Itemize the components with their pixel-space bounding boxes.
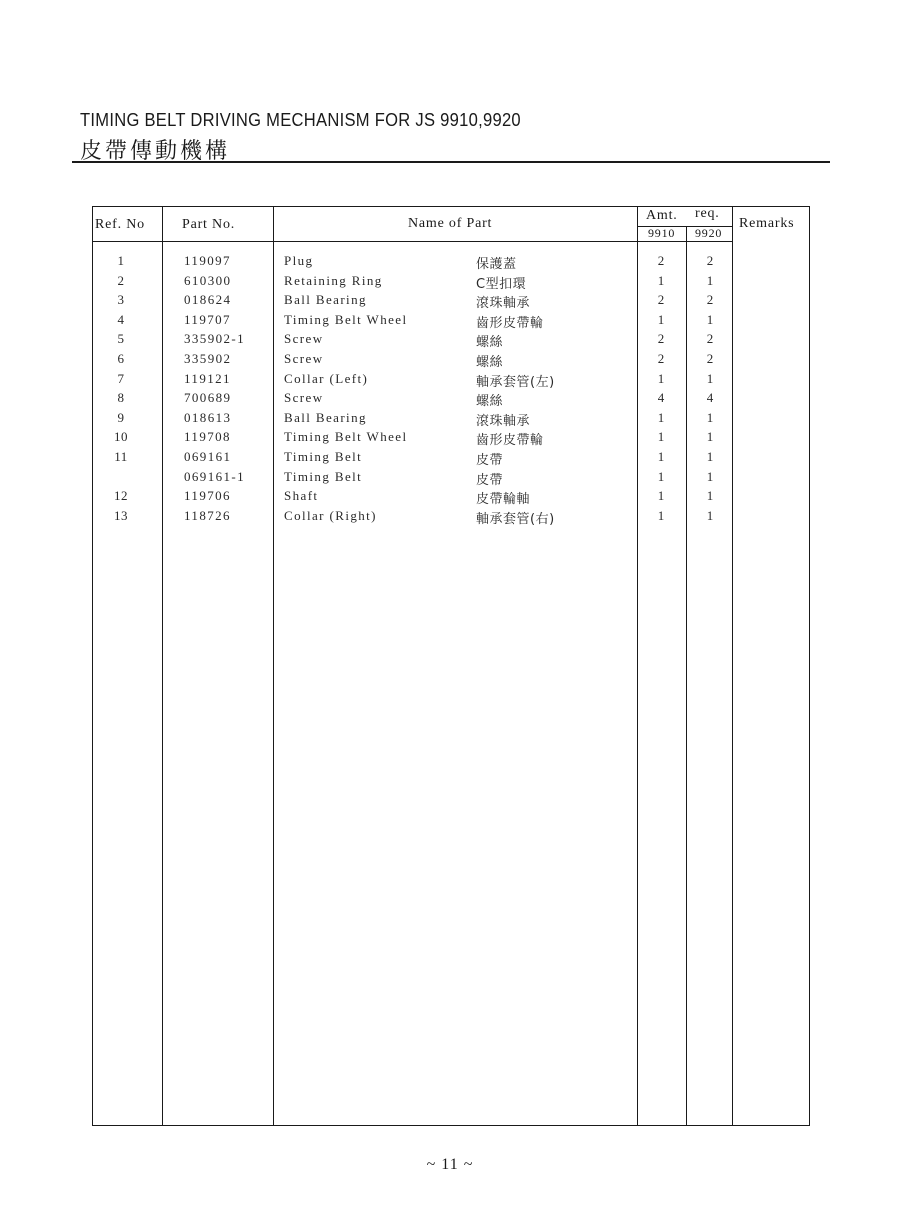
qty-9920-cell: 1 (706, 449, 714, 464)
col-divider-part (273, 206, 274, 1126)
part-name-chinese-cell: 齒形皮帶輪 (476, 433, 544, 449)
header-name-of-part: Name of Part (408, 216, 493, 231)
part-name-cell: Timing Belt Wheel (284, 311, 408, 327)
ref-no-cell: 3 (117, 292, 125, 308)
qty-9910-cell: 1 (657, 272, 665, 288)
header-remarks: Remarks (739, 216, 795, 231)
ref-no-cell: 8 (117, 390, 125, 406)
header-model-9910: 9910 (648, 226, 676, 240)
part-no-cell: 119708 (184, 429, 231, 445)
qty-9910-cell: 2 (657, 253, 665, 268)
qty-9910-cell: 1 (657, 449, 665, 464)
header-part-no: Part No. (182, 217, 236, 232)
part-name-cell: Ball Bearing (284, 409, 367, 425)
qty-9920-cell: 2 (706, 292, 714, 308)
part-name-chinese-cell: 螺絲 (476, 335, 504, 351)
ref-no-cell: 13 (114, 507, 128, 523)
qty-9920-cell: 1 (706, 488, 714, 504)
part-name-cell: Timing Belt (284, 449, 363, 464)
col-divider-models (686, 226, 687, 1126)
qty-9910-cell: 1 (657, 507, 665, 523)
ref-no-cell: 5 (117, 331, 125, 347)
ref-no-cell: 9 (117, 409, 125, 425)
part-name-cell: Shaft (284, 488, 319, 504)
qty-9920-cell: 4 (706, 390, 714, 406)
part-name-cell: Screw (284, 351, 324, 366)
qty-9910-cell: 1 (657, 409, 665, 425)
part-no-cell: 610300 (184, 272, 232, 288)
qty-9920-cell: 1 (706, 507, 714, 523)
part-no-cell: 069161 (184, 449, 232, 464)
qty-9910-cell: 2 (657, 351, 665, 366)
part-name-chinese-cell: 滾珠軸承 (476, 296, 531, 312)
col-divider-amt (732, 206, 733, 1126)
qty-9910-cell: 4 (657, 390, 665, 406)
qty-9920-cell: 1 (706, 429, 714, 445)
part-name-cell: Screw (284, 390, 324, 406)
header-model-9920: 9920 (695, 226, 723, 240)
qty-9920-cell: 2 (706, 253, 714, 268)
part-name-chinese-cell: 皮帶 (476, 453, 504, 468)
part-no-cell: 018613 (184, 409, 232, 425)
qty-9910-cell: 1 (657, 468, 665, 484)
part-name-chinese-cell: 滾珠軸承 (476, 413, 531, 429)
qty-9910-cell: 1 (657, 311, 665, 327)
ref-no-cell: 1 (117, 253, 125, 268)
qty-9910-cell: 2 (657, 331, 665, 347)
part-name-chinese-cell: 軸承套管(右) (476, 511, 555, 527)
ref-no-cell: 11 (114, 449, 128, 464)
part-no-cell: 118726 (184, 507, 231, 523)
part-no-cell: 335902-1 (184, 331, 246, 347)
part-name-chinese-cell: 齒形皮帶輪 (476, 315, 544, 331)
qty-9920-cell: 1 (706, 311, 714, 327)
qty-9910-cell: 2 (657, 292, 665, 308)
part-no-cell: 119121 (184, 370, 231, 386)
page-number: ~ 11 ~ (426, 1156, 474, 1173)
part-name-cell: Timing Belt (284, 468, 363, 484)
qty-9920-cell: 1 (706, 272, 714, 288)
header-amt: Amt. (646, 208, 678, 223)
page-title-chinese: 皮帶傳動機構 (80, 139, 231, 164)
qty-9910-cell: 1 (657, 370, 665, 386)
title-underline (72, 161, 830, 163)
qty-9910-cell: 1 (657, 488, 665, 504)
part-name-chinese-cell: 保護蓋 (476, 257, 517, 272)
part-no-cell: 119097 (184, 253, 231, 268)
part-no-cell: 069161-1 (184, 468, 246, 484)
qty-9920-cell: 1 (706, 409, 714, 425)
part-no-cell: 018624 (184, 292, 232, 308)
qty-9920-cell: 2 (706, 351, 714, 366)
col-divider-name (637, 206, 638, 1126)
qty-9920-cell: 2 (706, 331, 714, 347)
col-divider-ref (162, 206, 163, 1126)
part-no-cell: 119707 (184, 311, 231, 327)
ref-no-cell: 6 (117, 351, 125, 366)
part-name-chinese-cell: C型扣環 (476, 276, 527, 292)
header-rule (92, 241, 732, 242)
part-name-cell: Timing Belt Wheel (284, 429, 408, 445)
part-name-cell: Ball Bearing (284, 292, 367, 308)
part-name-chinese-cell: 螺絲 (476, 394, 504, 410)
part-name-cell: Collar (Right) (284, 507, 377, 523)
ref-no-cell: 2 (117, 272, 125, 288)
ref-no-cell: 4 (117, 311, 125, 327)
page-title: TIMING BELT DRIVING MECHANISM FOR JS 9910,9920 (80, 110, 521, 130)
part-name-chinese-cell: 軸承套管(左) (476, 374, 555, 390)
part-name-cell: Plug (284, 253, 314, 268)
qty-9910-cell: 1 (657, 429, 665, 445)
part-name-chinese-cell: 螺絲 (476, 355, 504, 370)
part-name-chinese-cell: 皮帶輪軸 (476, 492, 531, 508)
part-no-cell: 335902 (184, 351, 232, 366)
part-name-chinese-cell: 皮帶 (476, 472, 504, 488)
qty-9920-cell: 1 (706, 370, 714, 386)
part-name-cell: Retaining Ring (284, 272, 383, 288)
part-name-cell: Screw (284, 331, 324, 347)
ref-no-cell: 12 (114, 488, 128, 504)
part-name-cell: Collar (Left) (284, 370, 369, 386)
part-no-cell: 700689 (184, 390, 232, 406)
ref-no-cell: 7 (117, 370, 125, 386)
header-ref-no: Ref. No (95, 217, 145, 232)
header-req: req. (695, 206, 720, 221)
part-no-cell: 119706 (184, 488, 231, 504)
ref-no-cell: 10 (114, 429, 128, 445)
qty-9920-cell: 1 (706, 468, 714, 484)
